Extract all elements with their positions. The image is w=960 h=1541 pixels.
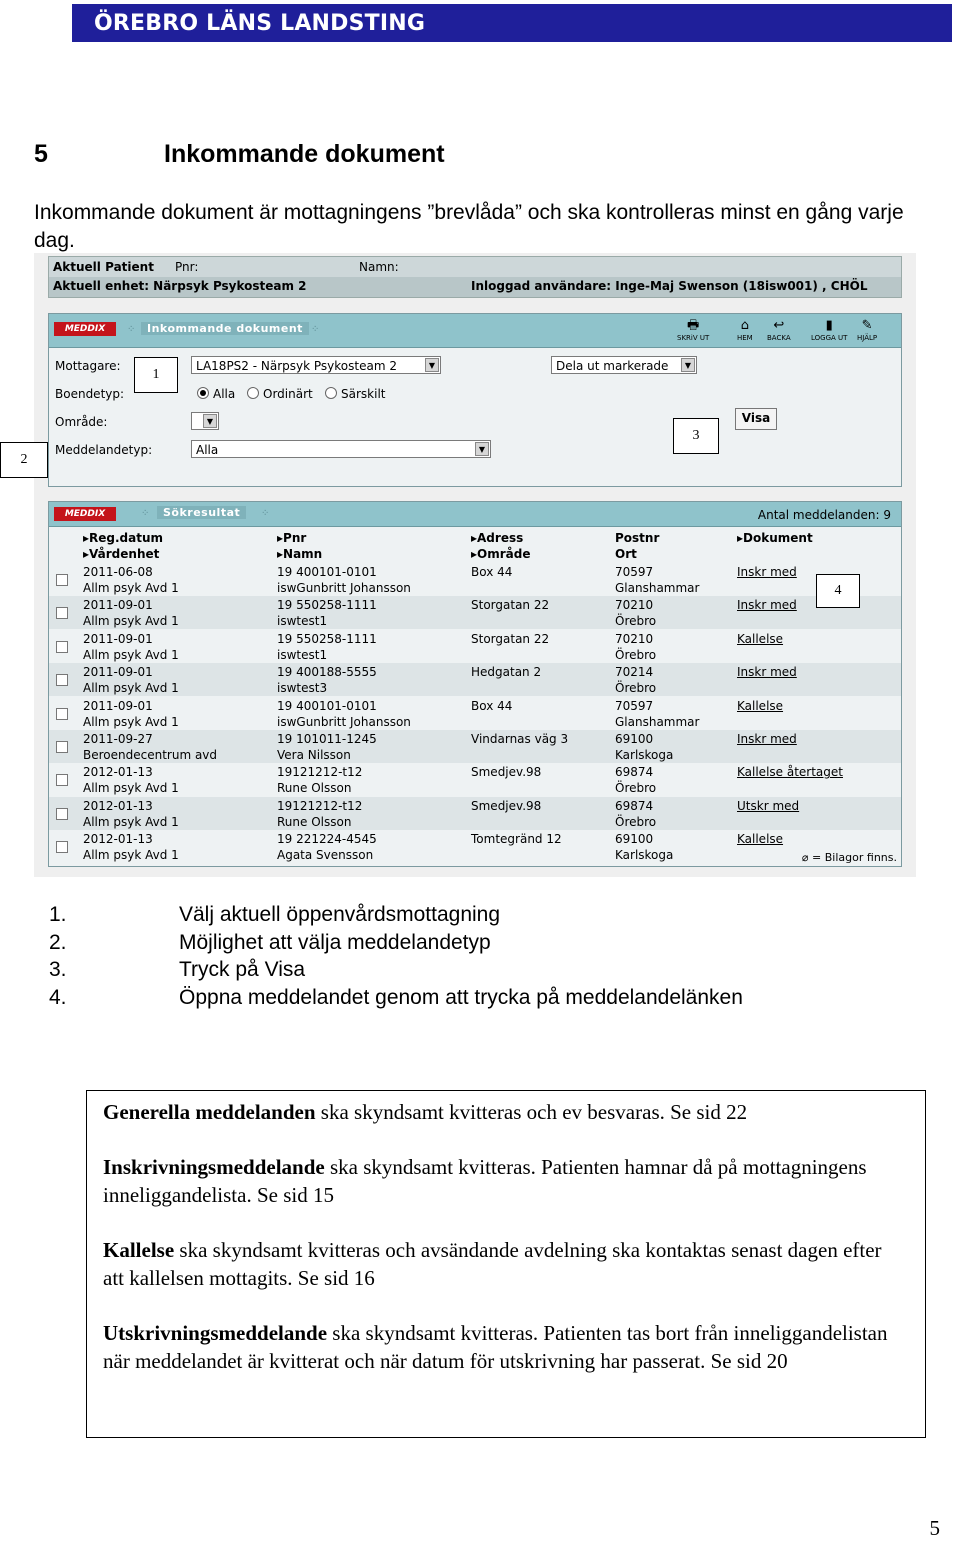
logout-button[interactable]: ▮ LOGGA UT (811, 318, 848, 342)
info-term: Utskrivningsmeddelande (103, 1321, 328, 1345)
cell-unit: Allm psyk Avd 1 (83, 848, 179, 863)
user-label: Inloggad användare: Inge-Maj Swenson (18isw001) , CHÖL (471, 279, 868, 293)
info-description: ska skyndsamt kvitteras och avsändande avdelning ska kontaktas senast dagen efter att kallelsen mottagits. Se sid 16 (103, 1238, 882, 1290)
cell-date: 2011-09-01 (83, 665, 153, 680)
header-banner (72, 4, 952, 42)
callout-1: 1 (134, 357, 178, 393)
printer-icon: 🖶 (686, 318, 700, 333)
cell-pnr: 19 400101-0101 (277, 565, 377, 579)
cell-name: Agata Svensson (277, 848, 374, 863)
help-button[interactable]: ✎ HJÄLP (857, 318, 878, 342)
row-checkbox[interactable] (56, 574, 68, 586)
patient-label: Aktuell Patient (53, 260, 154, 274)
cell-name: Vera Nilsson (277, 748, 351, 762)
recipient-label: Mottagare: (55, 359, 121, 373)
step-number: 3. (49, 958, 67, 981)
meddix-logo: MEDDIX (54, 322, 116, 336)
msgtype-select[interactable]: Alla ▼ (191, 440, 491, 458)
cell-unit: Allm psyk Avd 1 (83, 647, 179, 662)
cell-address: Storgatan 22 (471, 598, 550, 613)
cell-city: Örebro (615, 814, 657, 829)
cell-name: iswtest1 (277, 614, 328, 629)
table-row (49, 830, 901, 863)
cell-pnr: 19121212-t12 (277, 798, 363, 813)
col-header-area[interactable]: ▸Område (471, 547, 531, 561)
cell-date: 2011-09-01 (83, 698, 153, 713)
cell-name: iswtest3 (277, 681, 328, 696)
cell-pnr: 19 550258-1111 (277, 598, 377, 613)
table-row (49, 563, 901, 596)
cell-pnr: 19 400101-0101 (277, 698, 377, 713)
col-header-document[interactable]: ▸Dokument (737, 531, 813, 545)
table-row (49, 797, 901, 830)
results-table-body (49, 563, 901, 863)
unit-label: Aktuell enhet: Närpsyk Psykosteam 2 (53, 279, 307, 293)
document-link[interactable]: Kallelse (737, 631, 784, 646)
row-checkbox[interactable] (56, 708, 68, 720)
row-checkbox[interactable] (56, 674, 68, 686)
info-paragraph (103, 1153, 903, 1209)
show-button[interactable]: Visa (735, 408, 777, 430)
cell-date: 2012-01-13 (83, 832, 153, 847)
section-number: 5 (34, 140, 48, 168)
cell-pnr: 19 221224-4545 (277, 832, 377, 847)
cell-date: 2012-01-13 (83, 798, 153, 813)
cell-unit: Allm psyk Avd 1 (83, 681, 179, 696)
col-header-pnr[interactable]: ▸Pnr (277, 531, 307, 545)
section-title: Inkommande dokument (164, 140, 445, 168)
cell-unit: Allm psyk Avd 1 (83, 781, 179, 796)
area-select[interactable] (191, 412, 219, 430)
table-row (49, 663, 901, 696)
cell-zip: 70210 (615, 631, 654, 646)
cell-pnr: 19121212-t12 (277, 765, 363, 780)
results-panel-header: MEDDIX ⁘ Sökresultat ⁘ Antal meddelanden: 9 (49, 502, 901, 527)
results-header-row (49, 528, 901, 562)
home-icon: ⌂ (740, 318, 749, 333)
distribute-select[interactable]: Dela ut markerade ▼ (551, 356, 697, 374)
cell-zip: 70210 (615, 598, 654, 613)
attachments-legend: ⌀ = Bilagor finns. (801, 851, 897, 864)
document-link[interactable]: Inskr med (737, 598, 797, 613)
cell-city: Karlskoga (615, 848, 674, 863)
row-checkbox[interactable] (56, 741, 68, 753)
step-number: 4. (49, 985, 67, 1009)
info-description: ska skyndsamt kvitteras. Patienten tas bort från inneliggandelistan när meddelandet är kvitterat och när datum för utskrivning har passerat. Se sid 20 (103, 1321, 888, 1373)
cell-address: Box 44 (471, 698, 513, 713)
patient-bar (48, 256, 902, 298)
cell-city: Glanshammar (615, 714, 700, 729)
document-link[interactable]: Kallelse (737, 698, 784, 713)
cell-city: Örebro (615, 614, 657, 629)
cell-name: Rune Olsson (277, 781, 352, 796)
paperclip-icon: ⌀ (801, 851, 813, 864)
cell-zip: 69100 (615, 732, 654, 746)
cell-address: Tomtegränd 12 (471, 832, 562, 847)
cell-name: Rune Olsson (277, 814, 352, 829)
pnr-label: Pnr: (175, 260, 199, 274)
info-paragraph (103, 1236, 903, 1292)
cell-address: Storgatan 22 (471, 631, 550, 646)
cell-unit: Allm psyk Avd 1 (83, 714, 179, 729)
residence-label: Boendetyp: (55, 387, 125, 401)
cell-zip: 69874 (615, 765, 654, 780)
intro-text: Inkommande dokument är mottagningens ”brevlåda” och ska kontrolleras minst en gång varje dag. (34, 201, 904, 252)
cell-unit: Allm psyk Avd 1 (83, 814, 179, 829)
cell-zip: 70597 (615, 698, 654, 713)
print-button[interactable]: 🖶 SKRiV UT (677, 318, 710, 342)
cell-address: Smedjev.98 (471, 798, 542, 813)
cell-name: iswtest1 (277, 647, 328, 662)
cell-zip: 69100 (615, 832, 654, 847)
radio-ordinary[interactable]: Ordinärt (247, 387, 313, 401)
chevron-down-icon: ▼ (681, 358, 695, 372)
cell-city: Glanshammar (615, 581, 700, 595)
row-checkbox[interactable] (56, 808, 68, 820)
info-box (86, 1090, 926, 1438)
cell-date: 2011-06-08 (83, 565, 153, 579)
help-book-icon: ✎ (861, 318, 873, 333)
cell-date: 2012-01-13 (83, 765, 153, 780)
step-text: Möjlighet att välja meddelandetyp (179, 930, 491, 954)
page-number: 5 (929, 1516, 940, 1540)
document-link[interactable]: Inskr med (737, 732, 797, 746)
callout-3: 3 (673, 418, 719, 454)
row-checkbox[interactable] (56, 841, 68, 853)
document-link[interactable]: Utskr med (737, 798, 800, 813)
message-count: Antal meddelanden: 9 (757, 508, 891, 522)
cell-date: 2011-09-01 (83, 631, 153, 646)
callout-4: 4 (816, 574, 860, 608)
back-arrow-icon: ↩ (773, 318, 785, 333)
back-button[interactable]: ↩ BACKA (767, 318, 791, 342)
step-text: Tryck på Visa (179, 958, 306, 981)
cell-address: Vindarnas väg 3 (471, 732, 569, 746)
info-description: ska skyndsamt kvitteras. Patienten hamnar då på mottagningens inneliggandelista. Se sid 15 (103, 1155, 867, 1207)
cell-city: Örebro (615, 647, 657, 662)
search-panel (48, 313, 902, 487)
table-row (49, 697, 901, 730)
results-panel-title: Sökresultat (157, 506, 246, 519)
table-row (49, 596, 901, 629)
info-paragraph (103, 1319, 903, 1375)
cell-unit: Beroendecentrum avd (83, 748, 218, 762)
step-text: Välj aktuell öppenvårdsmottagning (179, 903, 501, 926)
cell-name: iswGunbritt Johansson (277, 714, 411, 729)
chevron-down-icon: ▼ (203, 414, 217, 428)
col-header-city: Ort (615, 547, 637, 561)
radio-icon (325, 387, 337, 399)
name-label: Namn: (359, 260, 399, 274)
info-paragraph (103, 1098, 903, 1126)
document-link[interactable]: Kallelse (737, 832, 784, 847)
cell-pnr: 19 550258-1111 (277, 631, 377, 646)
cell-city: Örebro (615, 681, 657, 696)
home-button[interactable]: ⌂ HEM (737, 318, 753, 342)
area-label: Område: (55, 415, 108, 429)
cell-date: 2011-09-01 (83, 598, 153, 613)
recipient-select[interactable]: LA18PS2 - Närpsyk Psykosteam 2 ▼ (191, 356, 441, 374)
results-panel (48, 501, 902, 867)
step-number: 2. (49, 930, 67, 954)
callout-2: 2 (0, 442, 48, 478)
cell-zip: 70597 (615, 565, 654, 579)
table-row (49, 630, 901, 663)
cell-date: 2011-09-27 (83, 732, 153, 746)
cell-unit: Allm psyk Avd 1 (83, 581, 179, 595)
step-number: 1. (49, 903, 67, 926)
row-checkbox[interactable] (56, 641, 68, 653)
cell-name: iswGunbritt Johansson (277, 581, 411, 595)
document-link[interactable]: Kallelse återtaget (737, 765, 843, 780)
msgtype-label: Meddelandetyp: (55, 443, 153, 457)
cell-pnr: 19 101011-1245 (277, 732, 377, 746)
table-row (49, 763, 901, 796)
chevron-down-icon: ▼ (475, 442, 489, 456)
cell-zip: 69874 (615, 798, 654, 813)
cell-address: Smedjev.98 (471, 765, 542, 780)
app-screenshot (20, 253, 916, 877)
cell-unit: Allm psyk Avd 1 (83, 614, 179, 629)
cell-city: Karlskoga (615, 748, 674, 762)
search-panel-title: Inkommande dokument (141, 322, 309, 335)
table-row (49, 730, 901, 763)
row-checkbox[interactable] (56, 607, 68, 619)
radio-all[interactable]: Alla (197, 387, 235, 401)
col-header-zip: Postnr (615, 531, 660, 545)
chevron-down-icon: ▼ (425, 358, 439, 372)
col-header-unit[interactable]: ▸Vårdenhet (83, 547, 160, 561)
radio-selected-icon (197, 387, 209, 399)
cell-zip: 70214 (615, 665, 654, 680)
info-term: Generella meddelanden (103, 1100, 316, 1124)
cell-city: Örebro (615, 781, 657, 796)
cell-address: Hedgatan 2 (471, 665, 542, 680)
step-text: Öppna meddelandet genom att trycka på meddelandelänken (179, 985, 743, 1009)
cell-address: Box 44 (471, 565, 513, 579)
col-header-address[interactable]: ▸Adress (471, 531, 524, 545)
document-link[interactable]: Inskr med (737, 565, 797, 579)
org-name: ÖREBRO LÄNS LANDSTING (94, 11, 426, 36)
col-header-name[interactable]: ▸Namn (277, 547, 323, 561)
cell-pnr: 19 400188-5555 (277, 665, 377, 680)
col-header-regdate[interactable]: ▸Reg.datum (83, 531, 164, 545)
row-checkbox[interactable] (56, 774, 68, 786)
info-term: Kallelse (103, 1238, 175, 1262)
document-link[interactable]: Inskr med (737, 665, 797, 680)
search-panel-header: MEDDIX ⁘ Inkommande dokument ⁘ 🖶 SKRiV UT ⌂ HEM ↩ BACKA ▮ LOGGA UT ✎ HJÄLP (49, 314, 901, 348)
info-term: Inskrivningsmeddelande (103, 1155, 325, 1179)
door-icon: ▮ (825, 318, 833, 333)
radio-special[interactable]: Särskilt (325, 387, 385, 401)
info-description: ska skyndsamt kvitteras och ev besvaras. Se sid 22 (315, 1100, 748, 1124)
meddix-logo: MEDDIX (54, 507, 116, 521)
radio-icon (247, 387, 259, 399)
